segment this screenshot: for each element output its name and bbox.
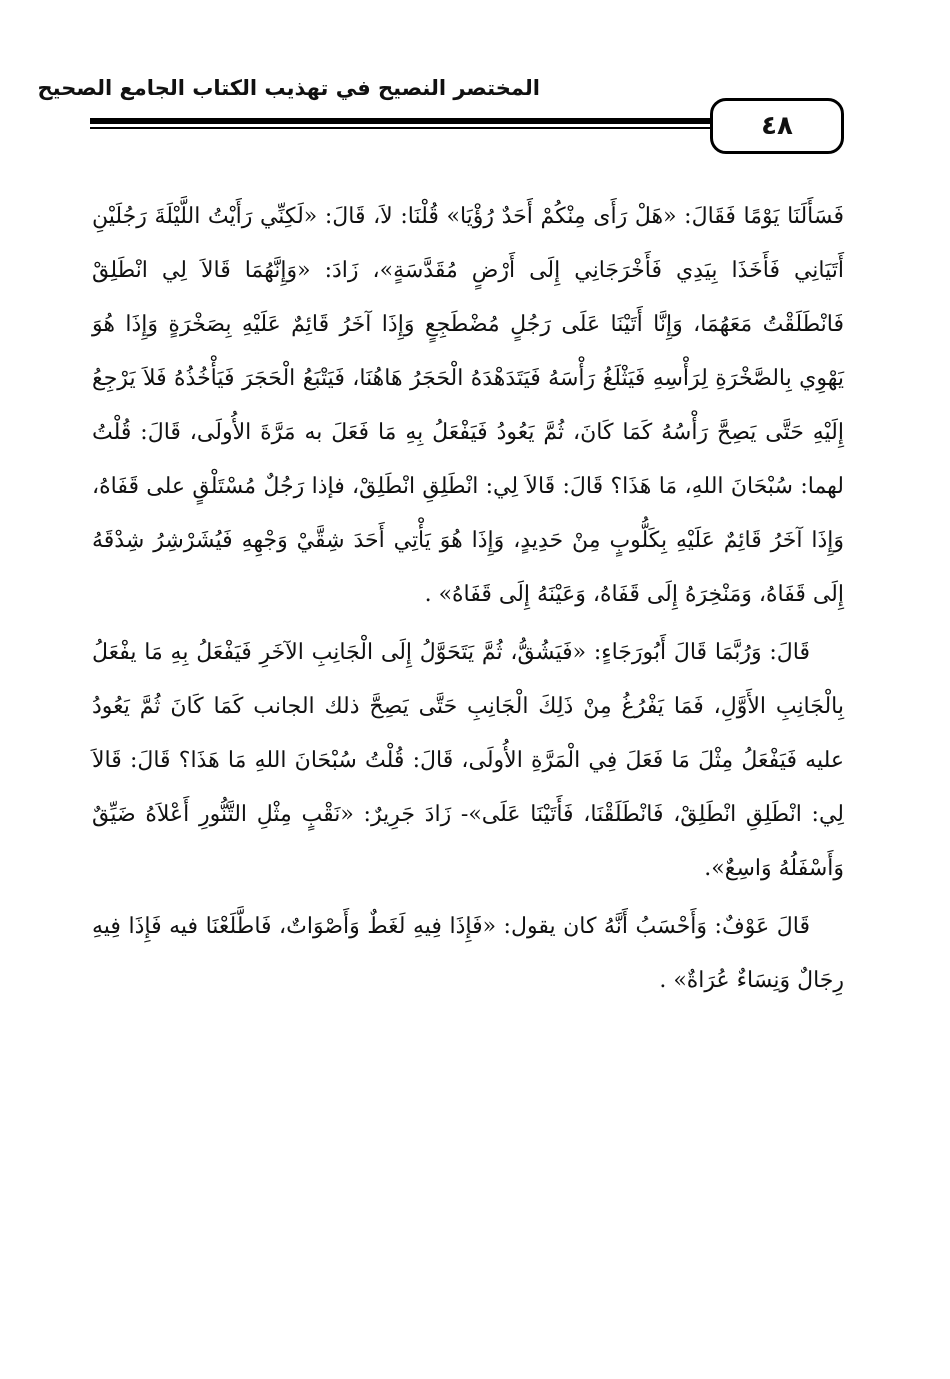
paragraph-3: قَالَ عَوْفٌ: وَأَحْسَبُ أَنَّهُ كان يقول: «فَإِذَا فِيهِ لَغَطٌ وَأَصْوَاتٌ، فَاطَّلَعْنَا فيه فَإِذَا فِيهِ رِجَالٌ وَنِسَاءٌ عُرَاةٌ» .: [92, 914, 844, 993]
paragraph-2: قَالَ: وَرُبَّمَا قَالَ أَبُورَجَاءٍ: «فَيَشُقُّ، ثُمَّ يَتَحَوَّلُ إِلَى الْجَانِبِ الآخَرِ فَيَفْعَلُ بِهِ مَا يفْعَلُ بِالْجَانِبِ الأَوَّلِ، فَمَا يَفْرُغُ مِنْ ذَلِكَ الْجَانِبِ حَتَّى يَصِحَّ ذلك الجانب كَمَا كَانَ ثُمَّ يَعُودُ عليه فَيَفْعَلُ مِثْلَ مَا فَعَلَ فِي الْمَرَّةِ الأُولَى، قَالَ: قُلْتُ سُبْحَانَ اللهِ مَا هَذَا؟ قَالَ: قَالاَ لِي: انْطَلِقِ انْطَلِقْ، فَانْطَلَقْنَا، فَأَتَيْنَا عَلَى»- زَادَ جَرِيرٌ: «نَقْبٍ مِثْلِ التَّنُّورِ أَعْلاَهُ ضَيِّقٌ وَأَسْفَلُهُ وَاسِعٌ».: [92, 640, 844, 881]
body-text: [92, 190, 844, 1012]
header-rule-thick: [90, 118, 714, 124]
page-number-frame: [710, 98, 844, 154]
header-rule-thin: [90, 127, 714, 129]
paragraph-1: فَسَأَلَنَا يَوْمًا فَقَالَ: «هَلْ رَأَى مِنْكُمْ أَحَدٌ رُؤْيَا» قُلْنَا: لاَ، قَالَ: «لَكِنِّي رَأَيْتُ اللَّيْلَةَ رَجُلَيْنِ أَتَيَانِي فَأَخَذَا بِيَدِي فَأَخْرَجَانِي إِلَى أَرْضٍ مُقَدَّسَةٍ»، زَادَ: «وَإِنَّهُمَا قَالاَ لِي انْطَلِقْ فَانْطَلَقْتُ مَعَهُمَا، وَإِنَّا أَتَيْنَا عَلَى رَجُلٍ مُضْطَجِعٍ وَإِذَا آخَرُ قَائِمٌ عَلَيْهِ بِصَخْرَةٍ وَإِذَا هُوَ يَهْوِي بِالصَّخْرَةِ لِرَأْسِهِ فَيَثْلَغُ رَأْسَهُ فَيَتَدَهْدَهُ الْحَجَرُ هَاهُنَا، فَيَتْبَعُ الْحَجَرَ فَيَأْخُذُهُ فَلاَ يَرْجِعُ إِلَيْهِ حَتَّى يَصِحَّ رَأْسُهُ كَمَا كَانَ، ثُمَّ يَعُودُ فَيَفْعَلُ بِهِ مَا فَعَلَ به مَرَّةَ الأُولَى، قَالَ: قُلْتُ لهما: سُبْحَانَ اللهِ، مَا هَذَا؟ قَالَ: قَالاَ لِي: انْطَلِقِ انْطَلِقْ، فإذا رَجُلٌ مُسْتَلْقٍ على قَفَاهُ، وَإِذَا آخَرُ قَائِمٌ عَلَيْهِ بِكَلُّوبٍ مِنْ حَدِيدٍ، وَإِذَا هُوَ يَأْتِي أَحَدَ شِقَّيْ وَجْهِهِ فَيُشَرْشِرُ شِدْقَهُ إِلَى قَفَاهُ، وَمَنْخِرَهُ إِلَى قَفَاهُ، وَعَيْنَهُ إِلَى قَفَاهُ» .: [92, 204, 845, 607]
running-title: المختصر النصيح في تهذيب الكتاب الجامع الصحيح: [37, 76, 540, 100]
page-number: ٤٨: [761, 111, 793, 141]
